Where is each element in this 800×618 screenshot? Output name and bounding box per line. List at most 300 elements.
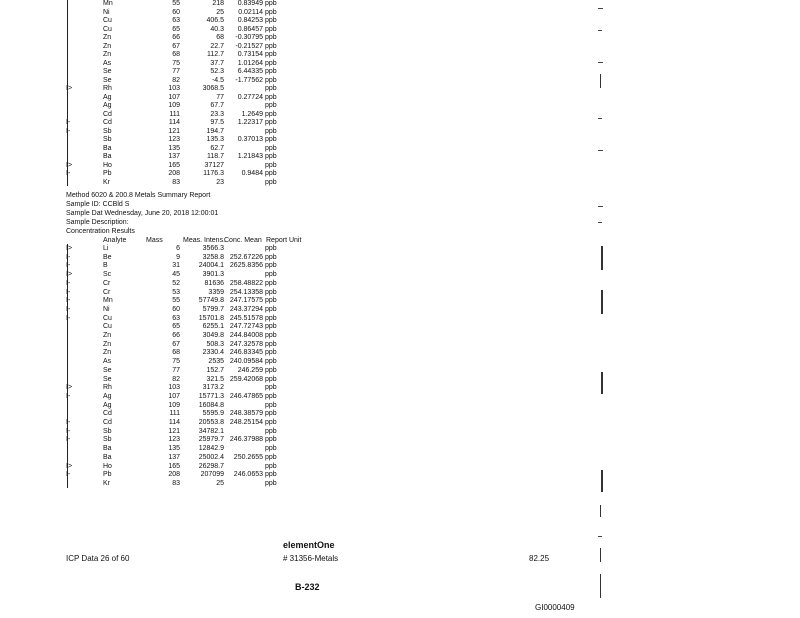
row-conc-mean: 252.67226 bbox=[229, 253, 263, 261]
row-conc-mean: 1.2649 bbox=[241, 110, 263, 118]
row-meas-intensity: 321.5 bbox=[206, 375, 224, 383]
table-row bbox=[0, 245, 300, 254]
row-analyte: Ni bbox=[103, 8, 110, 16]
row-report-unit: ppb bbox=[265, 410, 277, 418]
row-meas-intensity: 81636 bbox=[204, 279, 224, 287]
table-row bbox=[0, 463, 300, 472]
table-row bbox=[0, 254, 300, 263]
row-report-unit: ppb bbox=[265, 51, 277, 58]
footer-right-number: 82.25 bbox=[529, 554, 550, 563]
row-analyte: Zn bbox=[103, 42, 112, 50]
row-mass: 77 bbox=[172, 68, 180, 75]
table-row bbox=[0, 306, 300, 315]
row-conc-mean: 0.37013 bbox=[237, 136, 263, 143]
row-report-unit: ppb bbox=[265, 279, 277, 287]
row-flag: I> bbox=[66, 85, 73, 92]
table-row bbox=[0, 393, 300, 402]
row-analyte: Zn bbox=[103, 349, 112, 357]
row-mass: 68 bbox=[172, 51, 180, 58]
edge-line bbox=[600, 574, 601, 598]
row-analyte: Cu bbox=[103, 25, 112, 33]
row-meas-intensity: 3068.5 bbox=[202, 85, 224, 92]
row-analyte: Ho bbox=[103, 161, 112, 169]
row-meas-intensity: 135.3 bbox=[206, 136, 224, 143]
row-meas-intensity: 194.7 bbox=[206, 127, 224, 135]
row-report-unit: ppb bbox=[265, 479, 277, 487]
row-report-unit: ppb bbox=[265, 436, 277, 444]
row-meas-intensity: 5799.7 bbox=[202, 305, 224, 313]
edge-line bbox=[600, 548, 601, 562]
row-conc-mean: 0.9484 bbox=[241, 170, 263, 177]
row-flag: I> bbox=[66, 245, 73, 252]
row-analyte: Ag bbox=[103, 102, 112, 109]
row-analyte: Ag bbox=[103, 401, 112, 409]
edge-mark bbox=[598, 150, 603, 151]
row-analyte: Mn bbox=[103, 297, 113, 305]
row-analyte: Se bbox=[103, 68, 112, 75]
row-conc-mean: 248.25154 bbox=[229, 419, 263, 426]
row-mass: 111 bbox=[169, 410, 180, 418]
row-mass: 109 bbox=[168, 401, 180, 409]
row-flag: I- bbox=[66, 127, 71, 135]
row-report-unit: ppb bbox=[265, 375, 277, 383]
row-meas-intensity: 77 bbox=[216, 93, 224, 101]
table-row bbox=[0, 271, 300, 280]
row-meas-intensity: 37.7 bbox=[210, 59, 224, 67]
row-report-unit: ppb bbox=[265, 332, 277, 339]
row-analyte: Cd bbox=[103, 110, 112, 118]
row-meas-intensity: 3258.8 bbox=[202, 253, 224, 261]
row-report-unit: ppb bbox=[265, 392, 277, 400]
row-analyte: Pb bbox=[103, 471, 112, 479]
row-meas-intensity: 508.3 bbox=[206, 340, 224, 348]
row-meas-intensity: 68 bbox=[216, 34, 224, 41]
row-analyte: Cd bbox=[103, 419, 112, 426]
row-analyte: Ba bbox=[103, 445, 112, 453]
row-meas-intensity: 2330.4 bbox=[202, 349, 224, 357]
row-conc-mean: 6.44335 bbox=[237, 68, 263, 75]
row-mass: 60 bbox=[172, 305, 180, 313]
row-meas-intensity: 25 bbox=[216, 8, 224, 16]
row-meas-intensity: 22.7 bbox=[210, 42, 224, 50]
row-meas-intensity: 12842.9 bbox=[198, 445, 224, 453]
row-mass: 123 bbox=[168, 136, 180, 143]
row-report-unit: ppb bbox=[265, 401, 277, 409]
edge-line bbox=[601, 290, 603, 314]
report-title: Method 6020 & 200.8 Metals Summary Report bbox=[66, 192, 211, 199]
row-report-unit: ppb bbox=[265, 462, 277, 470]
row-report-unit: ppb bbox=[265, 119, 277, 126]
row-meas-intensity: 3359 bbox=[208, 288, 224, 296]
row-conc-mean: 248.38579 bbox=[229, 410, 263, 418]
row-mass: 66 bbox=[172, 332, 180, 339]
edge-mark bbox=[598, 206, 603, 207]
row-report-unit: ppb bbox=[265, 85, 277, 92]
row-conc-mean: 0.83949 bbox=[237, 0, 263, 7]
row-mass: 107 bbox=[168, 93, 180, 101]
table-row bbox=[0, 471, 300, 480]
col-header-mass: Mass bbox=[146, 237, 163, 244]
row-mass: 65 bbox=[172, 323, 180, 331]
table-row bbox=[0, 454, 300, 463]
row-mass: 83 bbox=[172, 479, 180, 487]
table-row bbox=[0, 384, 300, 393]
row-report-unit: ppb bbox=[265, 153, 277, 160]
row-analyte: Zn bbox=[103, 34, 112, 41]
row-mass: 6 bbox=[176, 245, 180, 252]
row-report-unit: ppb bbox=[265, 170, 277, 177]
row-analyte: Rh bbox=[103, 85, 112, 92]
row-meas-intensity: 62.7 bbox=[210, 144, 224, 152]
row-analyte: Zn bbox=[103, 340, 112, 348]
row-meas-intensity: 37127 bbox=[204, 161, 224, 169]
row-analyte: Sc bbox=[103, 271, 112, 279]
row-conc-mean: 246.47865 bbox=[229, 392, 263, 400]
row-meas-intensity: 23.3 bbox=[210, 110, 224, 118]
row-mass: 9 bbox=[176, 253, 180, 261]
row-conc-mean: 0.27724 bbox=[237, 93, 263, 101]
row-analyte: Pb bbox=[103, 170, 112, 177]
concentration-results-heading: Concentration Results bbox=[66, 228, 135, 235]
row-conc-mean: 0.84253 bbox=[237, 17, 263, 24]
row-meas-intensity: 25002.4 bbox=[198, 453, 224, 461]
row-meas-intensity: 15771.3 bbox=[198, 392, 224, 400]
row-meas-intensity: 40.3 bbox=[210, 25, 224, 33]
row-conc-mean: 1.01264 bbox=[237, 59, 263, 67]
row-analyte: Zn bbox=[103, 332, 112, 339]
row-mass: 67 bbox=[172, 340, 180, 348]
col-header-unit: Report Unit bbox=[266, 237, 302, 244]
table-row bbox=[0, 480, 300, 489]
row-conc-mean: -0.21527 bbox=[235, 42, 263, 50]
row-analyte: Be bbox=[103, 253, 112, 261]
row-flag: I- bbox=[66, 392, 71, 400]
row-report-unit: ppb bbox=[265, 68, 277, 75]
row-meas-intensity: 97.5 bbox=[210, 119, 224, 126]
row-report-unit: ppb bbox=[265, 136, 277, 143]
row-analyte: As bbox=[103, 59, 112, 67]
row-flag: I- bbox=[66, 419, 71, 426]
edge-line bbox=[601, 246, 603, 270]
row-meas-intensity: 6255.1 bbox=[202, 323, 224, 331]
row-mass: 63 bbox=[172, 314, 180, 322]
sample-date: Sample Dat Wednesday, June 20, 2018 12:00:01 bbox=[66, 210, 219, 217]
col-header-analyte: Analyte bbox=[103, 237, 127, 244]
row-report-unit: ppb bbox=[265, 127, 277, 135]
row-mass: 103 bbox=[168, 85, 180, 92]
row-report-unit: ppb bbox=[265, 419, 277, 426]
row-analyte: Cd bbox=[103, 410, 112, 418]
row-mass: 55 bbox=[172, 297, 180, 305]
row-report-unit: ppb bbox=[265, 427, 277, 435]
row-analyte: Cd bbox=[103, 119, 112, 126]
row-mass: 63 bbox=[172, 17, 180, 24]
edge-mark bbox=[598, 536, 602, 537]
row-conc-mean: 0.02114 bbox=[238, 8, 263, 16]
row-report-unit: ppb bbox=[265, 59, 277, 67]
row-report-unit: ppb bbox=[265, 314, 277, 322]
table-row bbox=[0, 445, 300, 454]
edge-mark bbox=[598, 30, 602, 31]
row-mass: 107 bbox=[168, 392, 180, 400]
row-meas-intensity: 2535 bbox=[208, 358, 224, 366]
row-analyte: Ba bbox=[103, 153, 112, 160]
row-report-unit: ppb bbox=[265, 110, 277, 118]
row-meas-intensity: 112.7 bbox=[207, 51, 224, 58]
row-flag: I> bbox=[66, 462, 73, 470]
sample-id: Sample ID: CCBld S bbox=[66, 201, 130, 208]
row-report-unit: ppb bbox=[265, 384, 277, 392]
row-mass: 52 bbox=[172, 279, 180, 287]
row-analyte: Cr bbox=[103, 279, 111, 287]
row-meas-intensity: 34782.1 bbox=[198, 427, 224, 435]
row-mass: 165 bbox=[168, 462, 180, 470]
row-analyte: Sb bbox=[103, 127, 112, 135]
row-flag: I- bbox=[66, 119, 71, 126]
row-mass: 121 bbox=[168, 427, 180, 435]
row-analyte: Ag bbox=[103, 392, 112, 400]
row-meas-intensity: -4.5 bbox=[211, 76, 224, 84]
table-row bbox=[0, 289, 300, 298]
row-analyte: Sb bbox=[103, 436, 112, 444]
row-report-unit: ppb bbox=[265, 178, 277, 186]
row-flag: I- bbox=[66, 305, 71, 313]
row-conc-mean: 247.32578 bbox=[229, 340, 263, 348]
brand-logo-text: elementOne bbox=[283, 540, 335, 550]
row-conc-mean: 254.13358 bbox=[229, 288, 263, 296]
row-analyte: Li bbox=[103, 245, 109, 252]
row-mass: 82 bbox=[172, 375, 180, 383]
row-meas-intensity: 57749.8 bbox=[198, 297, 224, 305]
table-row bbox=[0, 419, 300, 428]
row-mass: 135 bbox=[168, 445, 180, 453]
row-mass: 111 bbox=[169, 110, 180, 118]
table-row bbox=[0, 367, 300, 376]
row-report-unit: ppb bbox=[265, 34, 277, 41]
row-analyte: Cr bbox=[103, 288, 111, 296]
footer-page-count: ICP Data 26 of 60 bbox=[66, 554, 130, 563]
row-meas-intensity: 3173.2 bbox=[202, 384, 224, 392]
row-mass: 75 bbox=[172, 358, 180, 366]
row-analyte: Ho bbox=[103, 462, 112, 470]
row-mass: 208 bbox=[168, 170, 180, 177]
edge-line bbox=[601, 372, 603, 394]
table-row bbox=[0, 315, 300, 324]
row-mass: 165 bbox=[168, 161, 180, 169]
edge-mark bbox=[598, 8, 603, 9]
row-report-unit: ppb bbox=[265, 445, 277, 453]
table-row bbox=[0, 410, 300, 419]
row-report-unit: ppb bbox=[265, 8, 277, 16]
row-analyte: Cu bbox=[103, 323, 112, 331]
row-conc-mean: -1.77562 bbox=[235, 76, 263, 84]
row-report-unit: ppb bbox=[265, 271, 277, 279]
table-row bbox=[0, 376, 300, 385]
table-row bbox=[0, 280, 300, 289]
row-conc-mean: 0.73154 bbox=[237, 51, 263, 58]
row-flag: I> bbox=[66, 384, 73, 392]
row-meas-intensity: 20553.8 bbox=[198, 419, 224, 426]
row-report-unit: ppb bbox=[265, 288, 277, 296]
row-meas-intensity: 25 bbox=[216, 479, 224, 487]
row-meas-intensity: 52.3 bbox=[210, 68, 224, 75]
row-meas-intensity: 24004.1 bbox=[198, 262, 224, 270]
row-flag: I- bbox=[66, 279, 71, 287]
row-report-unit: ppb bbox=[265, 340, 277, 348]
row-mass: 55 bbox=[172, 0, 180, 7]
row-analyte: Se bbox=[103, 366, 112, 374]
row-analyte: Sb bbox=[103, 427, 112, 435]
row-meas-intensity: 406.5 bbox=[206, 17, 224, 24]
table-row bbox=[0, 349, 300, 358]
row-mass: 123 bbox=[168, 436, 180, 444]
row-report-unit: ppb bbox=[265, 349, 277, 357]
row-report-unit: ppb bbox=[265, 42, 277, 50]
row-report-unit: ppb bbox=[265, 297, 277, 305]
row-analyte: Zn bbox=[103, 51, 112, 58]
row-mass: 137 bbox=[168, 153, 180, 160]
row-mass: 68 bbox=[172, 349, 180, 357]
row-mass: 208 bbox=[168, 471, 180, 479]
row-mass: 31 bbox=[172, 262, 180, 270]
row-meas-intensity: 218 bbox=[212, 0, 224, 7]
row-conc-mean: 246.37988 bbox=[229, 436, 263, 444]
row-flag: I> bbox=[66, 271, 73, 279]
row-analyte: Cu bbox=[103, 17, 112, 24]
page-number: B-232 bbox=[295, 582, 320, 592]
row-mass: 135 bbox=[168, 144, 180, 152]
row-mass: 114 bbox=[168, 419, 180, 426]
row-mass: 53 bbox=[172, 288, 180, 296]
row-mass: 66 bbox=[172, 34, 180, 41]
row-meas-intensity: 15701.8 bbox=[198, 314, 224, 322]
row-meas-intensity: 207099 bbox=[200, 471, 224, 479]
row-mass: 114 bbox=[168, 119, 180, 126]
row-mass: 103 bbox=[168, 384, 180, 392]
row-flag: I- bbox=[66, 288, 71, 296]
row-report-unit: ppb bbox=[265, 102, 277, 109]
row-report-unit: ppb bbox=[265, 453, 277, 461]
row-mass: 77 bbox=[172, 366, 180, 374]
footer-job-number: # 31356-Metals bbox=[283, 554, 339, 563]
row-conc-mean: 244.84008 bbox=[229, 332, 263, 339]
row-conc-mean: 258.48822 bbox=[229, 279, 263, 287]
table-row bbox=[0, 323, 300, 332]
row-conc-mean: 243.37294 bbox=[229, 305, 263, 313]
row-analyte: Kr bbox=[103, 178, 110, 186]
row-report-unit: ppb bbox=[265, 366, 277, 374]
row-flag: I- bbox=[66, 297, 71, 305]
table-row bbox=[0, 262, 300, 271]
row-mass: 75 bbox=[172, 59, 180, 67]
row-meas-intensity: 1176.3 bbox=[203, 170, 224, 177]
edge-mark bbox=[598, 62, 603, 63]
table-row bbox=[0, 332, 300, 341]
row-mass: 65 bbox=[172, 25, 180, 33]
row-conc-mean: 247.72743 bbox=[229, 323, 263, 331]
col-header-conc: Conc. Mean bbox=[224, 237, 262, 244]
row-conc-mean: 240.09584 bbox=[229, 358, 263, 366]
row-analyte: Mn bbox=[103, 0, 113, 7]
row-conc-mean: 250.2655 bbox=[233, 453, 263, 461]
row-meas-intensity: 3049.8 bbox=[202, 332, 224, 339]
row-meas-intensity: 23 bbox=[216, 178, 224, 186]
row-report-unit: ppb bbox=[265, 76, 277, 84]
row-flag: I- bbox=[66, 170, 71, 177]
row-analyte: Ba bbox=[103, 144, 112, 152]
row-report-unit: ppb bbox=[265, 17, 277, 24]
row-mass: 121 bbox=[168, 127, 180, 135]
table-row bbox=[0, 179, 300, 188]
row-meas-intensity: 3566.3 bbox=[202, 245, 224, 252]
row-report-unit: ppb bbox=[265, 144, 277, 152]
edge-mark bbox=[598, 118, 602, 119]
sample-description: Sample Description: bbox=[66, 219, 129, 226]
edge-line bbox=[600, 505, 601, 517]
edge-line bbox=[600, 74, 601, 88]
row-analyte: Rh bbox=[103, 384, 112, 392]
row-conc-mean: 259.42068 bbox=[229, 375, 263, 383]
row-report-unit: ppb bbox=[265, 245, 277, 252]
table-row bbox=[0, 341, 300, 350]
row-meas-intensity: 5595.9 bbox=[202, 410, 224, 418]
table-row bbox=[0, 428, 300, 437]
row-mass: 60 bbox=[172, 8, 180, 16]
row-meas-intensity: 26298.7 bbox=[198, 462, 224, 470]
row-report-unit: ppb bbox=[265, 262, 277, 270]
row-conc-mean: 1.21843 bbox=[237, 153, 263, 160]
row-analyte: Se bbox=[103, 375, 112, 383]
row-meas-intensity: 25979.7 bbox=[198, 436, 224, 444]
row-meas-intensity: 67.7 bbox=[210, 102, 224, 109]
table-row bbox=[0, 297, 300, 306]
row-mass: 137 bbox=[168, 453, 180, 461]
row-mass: 45 bbox=[172, 271, 180, 279]
row-conc-mean: -0.30795 bbox=[235, 34, 263, 41]
row-flag: I> bbox=[66, 161, 73, 169]
row-flag: I- bbox=[66, 436, 71, 444]
row-report-unit: ppb bbox=[265, 93, 277, 101]
row-analyte: Kr bbox=[103, 479, 110, 487]
row-report-unit: ppb bbox=[265, 161, 277, 169]
row-report-unit: ppb bbox=[265, 305, 277, 313]
row-analyte: Ba bbox=[103, 453, 112, 461]
row-analyte: As bbox=[103, 358, 112, 366]
row-analyte: B bbox=[103, 262, 108, 270]
row-mass: 82 bbox=[172, 76, 180, 84]
row-report-unit: ppb bbox=[265, 253, 277, 261]
row-meas-intensity: 118.7 bbox=[207, 153, 224, 160]
edge-line bbox=[601, 470, 603, 492]
row-flag: I- bbox=[66, 471, 71, 479]
row-analyte: Cu bbox=[103, 314, 112, 322]
row-analyte: Se bbox=[103, 76, 112, 84]
row-conc-mean: 247.17575 bbox=[229, 297, 263, 305]
row-flag: I- bbox=[66, 262, 71, 270]
row-mass: 83 bbox=[172, 178, 180, 186]
col-header-meas: Meas. Intens. bbox=[183, 237, 226, 244]
table-row bbox=[0, 436, 300, 445]
edge-mark bbox=[598, 222, 602, 223]
row-report-unit: ppb bbox=[265, 25, 277, 33]
row-report-unit: ppb bbox=[265, 471, 277, 479]
row-conc-mean: 245.51578 bbox=[229, 314, 263, 322]
row-report-unit: ppb bbox=[265, 0, 277, 7]
row-flag: I- bbox=[66, 427, 71, 435]
row-meas-intensity: 16084.8 bbox=[198, 401, 224, 409]
document-id: GI0000409 bbox=[535, 603, 575, 612]
row-conc-mean: 246.259 bbox=[237, 366, 263, 374]
